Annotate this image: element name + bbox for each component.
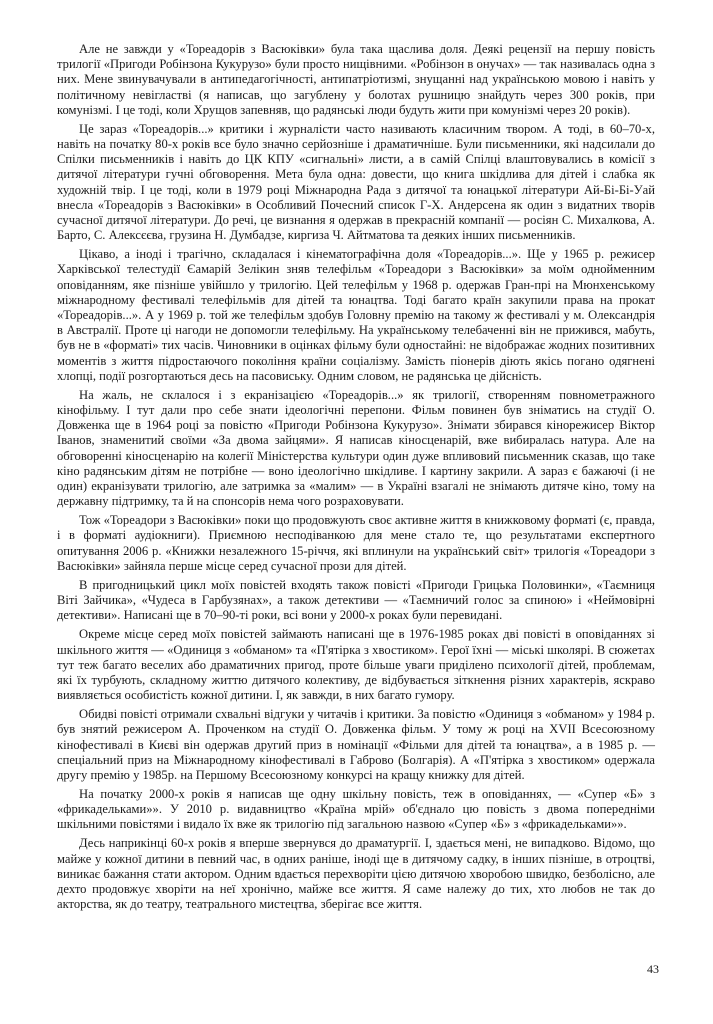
paragraph: На початку 2000-х років я написав ще одну шкільну повість, теж в оповіданнях, — «Супер «Б» з «фрикадельками»». У 2010 р. видавництво «Країна мрій» об'єднало цю повість з двома попередніми шкільними повістями і видало їх вже як трилогію під загальною назвою «Супер «Б» з «фрикадельками»». [57,786,655,832]
body-text [57,42,655,916]
paragraph: Цікаво, а іноді і трагічно, складалася і кінематографічна доля «Тореадорів...». Ще у 1965 р. режисер Харківської телестудії Єамарій Зелікин зняв телефільм «Тореадори з Васюківки» за моїм однойменним оповіданням, яке пізніше увійшло у трилогію. Цей телефільм у 1968 р. одержав Гран-прі на Мюнхенському міжнародному фестивалі телефільмів для дітей та юнацтва. Тоді багато країн закупили права на прокат «Тореадорів...». А у 1969 р. той же телефільм здобув Головну премію на такому ж фестивалі у м. Олександрія в Австралії. Проте ці нагоди не допомогли телефільму. На українському телебаченні він не прижився, мабуть, був не в «форматі» тих часів. Чиновники в оцінках фільму були одностайні: не відображає жодних позитивних моментів з життя підростаючого покоління країни соціалізму. Замість піонерів діють якісь погано одягнені хлопці, події розгортаються десь на пасовиську. Одним словом, не радянська це дійсність. [57,247,655,383]
paragraph: Окреме місце серед моїх повістей займають написані ще в 1976-1985 роках дві повісті в оповіданнях зі шкільного життя — «Одиниця з «обманом» та «П'ятірка з хвостиком». Герої їхні — міські школярі. В сюжетах тут теж багато веселих або драматичних пригод, проте більше уваги приділено психології дітей, проблемам, які їх турбують, складному життю дитячого колективу, де відбувається зіткнення різних характерів, яскраво виявляється особистість кожної дитини. І, як завжди, в них багато гумору. [57,627,655,703]
paragraph: Обидві повісті отримали схвальні відгуки у читачів і критики. За повістю «Одиниця з «обманом» у 1984 р. був знятий режисером А. Проченком на студії О. Довженка фільм. У тому ж році на XVII Всесоюзному кінофестивалі в Києві він одержав другий приз в номінації «Фільми для дітей та юнацтва», а в 1985 р. — спеціальний приз на Міжнародному кінофестивалі в Габрово (Болгарія). А «П'ятірка з хвостиком» одержала другу премію у 1985р. на Першому Всесоюзному конкурсі на кращу книжку для дітей. [57,707,655,782]
paragraph: Це зараз «Тореадорів...» критики і журналісти часто називають класичним твором. А тоді, в 60–70-х, навіть на початку 80-х років все було значно серйозніше і драматичніше. Були письменники, які надсилали до Спілки письменників і навіть до ЦК КПУ «сигнальні» листи, а в самій Спілці влаштовувались в комісії з дитячої літератури гучні обговорення. Мета була одна: довести, що книга шкідлива для дітей і слабка як художній твір. І це тоді, коли в 1979 році Міжнародна Рада з дитячої та юнацької літератури Ай-Бі-Бі-Уай внесла «Тореадорів з Васюківки» в Особливий Почесний список Г-Х. Андерсена як один з видатних творів сучасної дитячої літератури. До речі, це визнання я одержав в прекрасній компанії — росіян С. Михалкова, А. Барто, С. Алексєєва, грузина Н. Думбадзе, киргиза Ч. Айтматова та деяких інших письменників. [57,121,655,243]
paragraph: В пригодницький цикл моїх повістей входять також повісті «Пригоди Грицька Половинки», «Таємниця Віті Зайчика», «Чудеса в Гарбузянах», а також детективи — «Таємничий голос за спиною» і «Неймовірні детективи». Написані ще в 70–90-ті роки, всі вони у 2000-х роках були перевидані. [57,577,655,623]
paragraph: Тож «Тореадори з Васюківки» поки що продовжують своє активне життя в книжковому форматі (є, правда, і в форматі аудіокниги). Приємною несподіванкою для мене стало те, що результатами експертного опитування 2006 р. «Книжки незалежного 15-річчя, які вплинули на український світ» трилогія «Тореадори з Васюківки» зайняла перше місце серед сучасної прози для дітей. [57,513,655,573]
paragraph: Десь наприкінці 60-х років я вперше звернувся до драматургії. І, здається мені, не випадково. Відомо, що майже у кожної дитини в певний час, в одних раніше, іноді ще в дитячому садку, в інших пізніше, в отроцтві, виникає бажання стати актором. Одним вдається перехворіти цією дитячою хворобою швидко, безболісно, але дехто продовжує хворіти на неї хронічно, майже все життя. Я саме належу до тих, хто любов не так до акторства, як до театру, театрального мистецтва, зберігає все життя. [57,836,655,912]
page-number: 43 [647,962,659,976]
paragraph: Але не завжди у «Тореадорів з Васюківки» була така щаслива доля. Деякі рецензії на першу повість трилогії «Пригоди Робінзона Кукурузо» були просто нищівними. «Робінзон в онучах» — так називалась одна з них. Мене звинувачували в антипедагогічності, антипатріотизмі, знущанні над українською мовою і навіть у політичному невігластві (я написав, що загублену у болотах рушницю знайдуть через 300 років, при комунізмі. І це тоді, коли Хрущов запевняв, що радянські люди будуть жити при комунізмі через 20 років). [57,42,655,117]
paragraph: На жаль, не склалося і з екранізацією «Тореадорів...» як трилогії, створенням повнометражного кінофільму. І тут дали про себе знати ідеологічні перепони. Фільм повинен був зніматись на студії О. Довженка ще в 1964 році за повістю «Пригоди Робінзона Кукурузо». Знімати збирався кінорежисер Віктор Іванов, знаменитий своїми «За двома зайцями». Я написав кіносценарій, вже вибиралась натура. Але на обговоренні кіносценарію на колегії Міністерства культури один дуже впливовий письменник сказав, що таке кіно радянським дітям не потрібне — воно ідеологічно шкідливе. І картину закрили. А зараз є бажаючі (і не один) екранізувати трилогію, але затримка за «малим» — в Україні взагалі не знімають дитяче кіно, тому на державну підтримку, та й на спонсорів нема чого розраховувати. [57,387,655,509]
